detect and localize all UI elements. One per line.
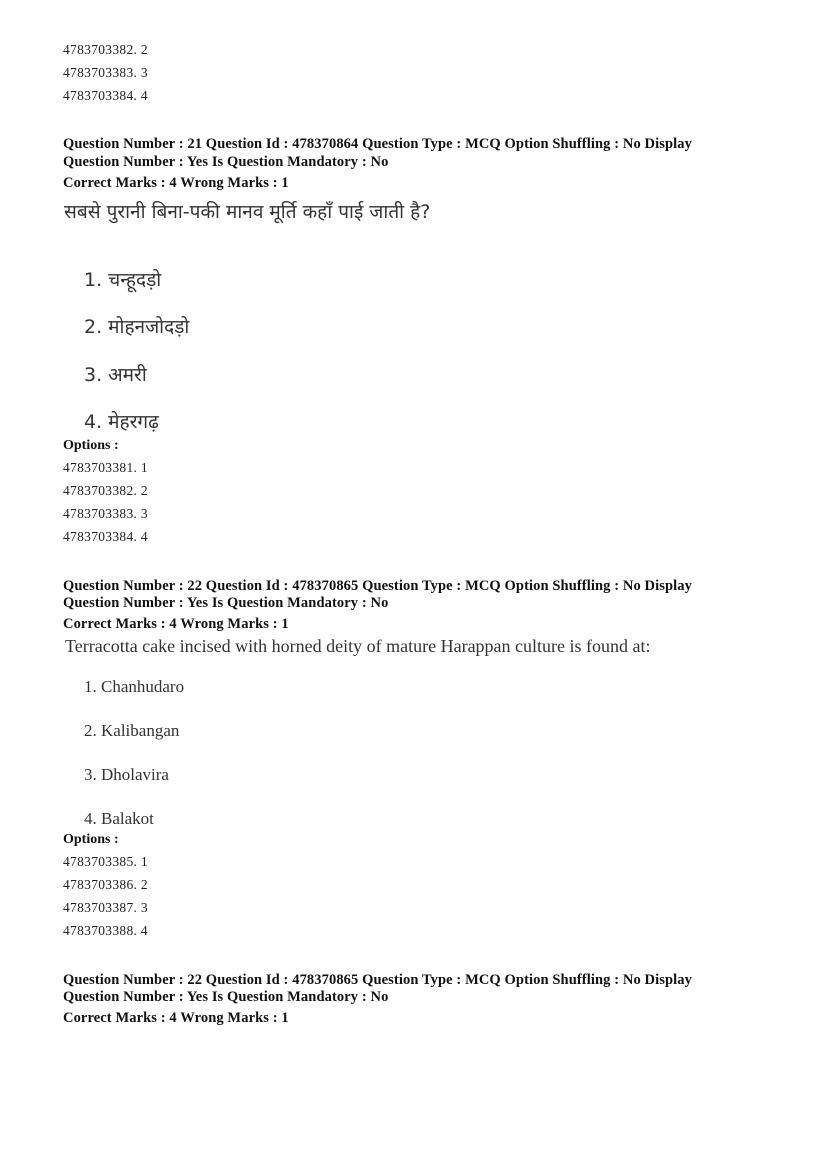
question-text: Terracotta cake incised with horned deity of mature Harappan culture is found at: [65,636,651,656]
question-text: सबसे पुरानी बिना-पकी मानव मूर्ति कहाँ पाई जाती है? [64,201,431,223]
answer-choice: 3. Dholavira [84,765,169,784]
answer-choice: 1. चन्हूदड़ो [84,269,162,291]
answer-choice: 4. मेहरगढ़ [84,411,159,433]
option-line: 4783703386. 2 [63,877,148,892]
option-line: 4783703384. 4 [63,88,148,103]
option-line: 4783703387. 3 [63,900,148,915]
question-meta-line: Question Number : Yes Is Question Mandatory : No [63,154,389,170]
option-line: 4783703385. 1 [63,854,148,869]
question-meta-line: Question Number : 21 Question Id : 478370864 Question Type : MCQ Option Shuffling : No Display [63,136,692,152]
question-meta-line: Question Number : Yes Is Question Mandatory : No [63,989,389,1005]
answer-choice: 2. मोहनजोदड़ो [84,316,190,338]
answer-choice: 1. Chanhudaro [84,677,185,696]
question-meta-line: Question Number : 22 Question Id : 478370865 Question Type : MCQ Option Shuffling : No Display [63,578,692,594]
question-meta-line: Question Number : Yes Is Question Mandatory : No [63,595,389,611]
option-line: 4783703381. 1 [63,460,148,475]
option-line: 4783703383. 3 [63,506,148,521]
option-line: 4783703382. 2 [63,483,148,498]
options-label: Options : [63,832,119,847]
option-line: 4783703388. 4 [63,923,148,938]
answer-choice: 2. Kalibangan [84,721,180,740]
option-line: 4783703382. 2 [63,42,148,57]
answer-choice: 3. अमरी [84,364,147,386]
marks-line: Correct Marks : 4 Wrong Marks : 1 [63,175,289,191]
option-line: 4783703384. 4 [63,529,148,544]
marks-line: Correct Marks : 4 Wrong Marks : 1 [63,616,289,632]
marks-line: Correct Marks : 4 Wrong Marks : 1 [63,1010,289,1026]
option-line: 4783703383. 3 [63,65,148,80]
answer-choice: 4. Balakot [84,809,154,828]
options-label: Options : [63,438,119,453]
question-meta-line: Question Number : 22 Question Id : 478370865 Question Type : MCQ Option Shuffling : No Display [63,972,692,988]
